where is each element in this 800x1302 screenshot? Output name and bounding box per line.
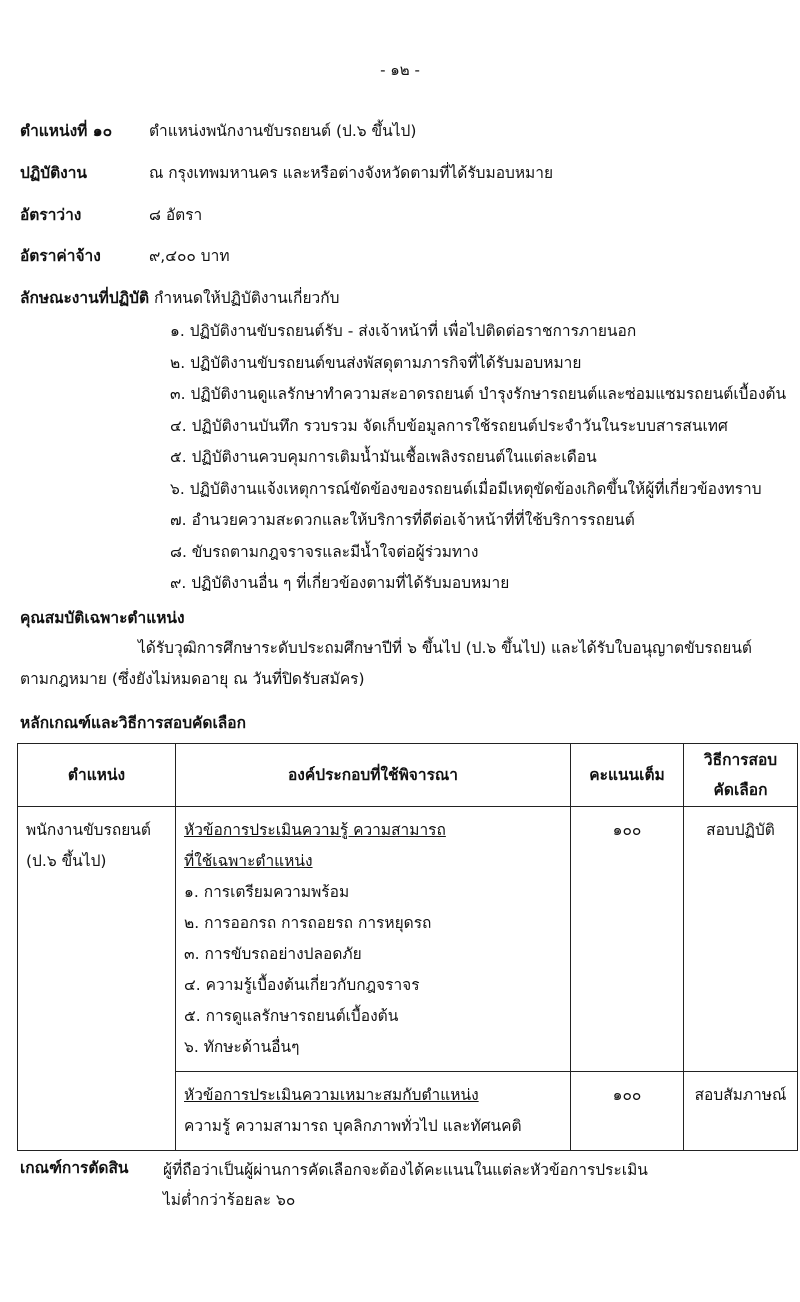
qualifications-line-1: ได้รับวุฒิการศึกษาระดับประถมศึกษาปีที่ ๖ ขึ้นไป (ป.๖ ขึ้นไป) และได้รับใบอนุญาตขับรถยนต์ <box>138 639 752 657</box>
table-header-row <box>18 744 798 807</box>
criteria-heading-line-2: ที่ใช้เฉพาะตำแหน่ง <box>184 852 313 870</box>
duty-item: ๒. ปฏิบัติงานขับรถยนต์ขนส่งพัสดุตามภารกิจที่ได้รับมอบหมาย <box>170 353 582 372</box>
criteria-item: ๑. การเตรียมความพร้อม <box>184 883 350 901</box>
criteria-item: ๖. ทักษะด้านอื่นๆ <box>184 1038 300 1056</box>
vacancies-value: ๘ อัตรา <box>148 206 203 224</box>
selection-table <box>17 743 798 1151</box>
table-row <box>18 807 798 1072</box>
position-label: ตำแหน่งที่ ๑๐ <box>20 122 113 140</box>
criteria-cell <box>176 807 571 1072</box>
vacancies-label: อัตราว่าง <box>20 206 82 224</box>
workplace-label: ปฏิบัติงาน <box>20 164 88 182</box>
score-cell <box>571 807 684 1072</box>
qualifications-line-2: ตามกฎหมาย (ซึ่งยังไม่หมดอายุ ณ วันที่ปิดรับสมัคร) <box>20 670 365 688</box>
judgement-label: เกณฑ์การตัดสิน <box>20 1159 129 1177</box>
header-position: ตำแหน่ง <box>18 744 176 807</box>
score-value: ๑๐๐ <box>612 1086 642 1104</box>
duties-label: ลักษณะงานที่ปฏิบัติ <box>20 289 150 307</box>
position-cell-line-1: พนักงานขับรถยนต์ <box>26 821 151 839</box>
judgement-text <box>163 1155 648 1215</box>
workplace-row <box>20 160 553 185</box>
header-method <box>684 744 798 807</box>
position-value: ตำแหน่งพนักงานขับรถยนต์ (ป.๖ ขึ้นไป) <box>148 122 417 140</box>
criteria-item: ๕. การดูแลรักษารถยนต์เบื้องต้น <box>184 1007 399 1025</box>
position-row <box>20 118 416 143</box>
judgement-line-2: ไม่ต่ำกว่าร้อยละ ๖๐ <box>163 1191 296 1209</box>
duties-heading <box>20 285 339 310</box>
duty-item: ๓. ปฏิบัติงานดูแลรักษาทำความสะอาดรถยนต์ บำรุงรักษารถยนต์และซ่อมแซมรถยนต์เบื้องต้น <box>170 385 787 403</box>
duty-item: ๔. ปฏิบัติงานบันทึก รวบรวม จัดเก็บข้อมูลการใช้รถยนต์ประจำวันในระบบสารสนเทศ <box>170 416 728 435</box>
criteria-heading-line-1: หัวข้อการประเมินความเหมาะสมกับตำแหน่ง <box>184 1086 479 1104</box>
judgement-label-wrap <box>20 1155 129 1180</box>
qualifications-title: คุณสมบัติเฉพาะตำแหน่ง <box>20 609 185 627</box>
selection-title: หลักเกณฑ์และวิธีการสอบคัดเลือก <box>20 714 246 732</box>
criteria-heading-line-1: หัวข้อการประเมินความรู้ ความสามารถ <box>184 821 446 839</box>
header-method-line-1: วิธีการสอบ <box>703 751 778 769</box>
duty-item: ๕. ปฏิบัติงานควบคุมการเติมน้ำมันเชื้อเพลิงรถยนต์ในแต่ละเดือน <box>170 448 597 466</box>
vacancies-row <box>20 202 202 227</box>
criteria-list <box>184 877 562 1063</box>
salary-row <box>20 243 230 268</box>
salary-value: ๙,๔๐๐ บาท <box>148 247 230 265</box>
duty-item: ๙. ปฏิบัติงานอื่น ๆ ที่เกี่ยวข้องตามที่ได้รับมอบหมาย <box>170 574 510 592</box>
position-cell-line-2: (ป.๖ ขึ้นไป) <box>26 852 107 870</box>
method-value: สอบปฏิบัติ <box>706 821 775 839</box>
duty-item: ๑. ปฏิบัติงานขับรถยนต์รับ - ส่งเจ้าหน้าที่ เพื่อไปติดต่อราชการภายนอก <box>170 322 637 340</box>
method-cell <box>684 807 798 1072</box>
method-value: สอบสัมภาษณ์ <box>694 1086 787 1104</box>
criteria-item: ๒. การออกรถ การถอยรถ การหยุดรถ <box>184 914 432 932</box>
judgement-line-1: ผู้ที่ถือว่าเป็นผู้ผ่านการคัดเลือกจะต้องได้คะแนนในแต่ละหัวข้อการประเมิน <box>163 1161 648 1179</box>
score-value: ๑๐๐ <box>612 821 642 839</box>
criteria-detail: ความรู้ ความสามารถ บุคลิกภาพทั่วไป และทัศนคติ <box>184 1117 522 1135</box>
workplace-value: ณ กรุงเทพมหานคร และหรือต่างจังหวัดตามที่ได้รับมอบหมาย <box>148 164 554 182</box>
duties-intro: กำหนดให้ปฏิบัติงานเกี่ยวกับ <box>153 289 340 307</box>
position-cell <box>18 807 176 1151</box>
score-cell <box>571 1072 684 1151</box>
criteria-item: ๓. การขับรถอย่างปลอดภัย <box>184 945 362 963</box>
duty-item: ๘. ขับรถตามกฎจราจรและมีน้ำใจต่อผู้ร่วมทาง <box>170 542 479 561</box>
duty-item: ๗. อำนวยความสะดวกและให้บริการที่ดีต่อเจ้าหน้าที่ที่ใช้บริการรถยนต์ <box>170 511 635 529</box>
method-cell <box>684 1072 798 1151</box>
qualifications-body <box>20 633 790 695</box>
header-criteria: องค์ประกอบที่ใช้พิจารณา <box>176 744 571 807</box>
header-method-line-2: คัดเลือก <box>713 781 768 799</box>
criteria-cell <box>176 1072 571 1151</box>
duties-list <box>170 317 786 601</box>
salary-label: อัตราค่าจ้าง <box>20 247 101 265</box>
criteria-item: ๔. ความรู้เบื้องต้นเกี่ยวกับกฎจราจร <box>184 976 420 994</box>
header-score: คะแนนเต็ม <box>571 744 684 807</box>
page-number: - ๑๒ - <box>380 61 420 79</box>
duty-item: ๖. ปฏิบัติงานแจ้งเหตุการณ์ขัดข้องของรถยนต์เมื่อมีเหตุขัดข้องเกิดขึ้นให้ผู้ที่เกี่ยวข้องทราบ <box>170 479 762 498</box>
